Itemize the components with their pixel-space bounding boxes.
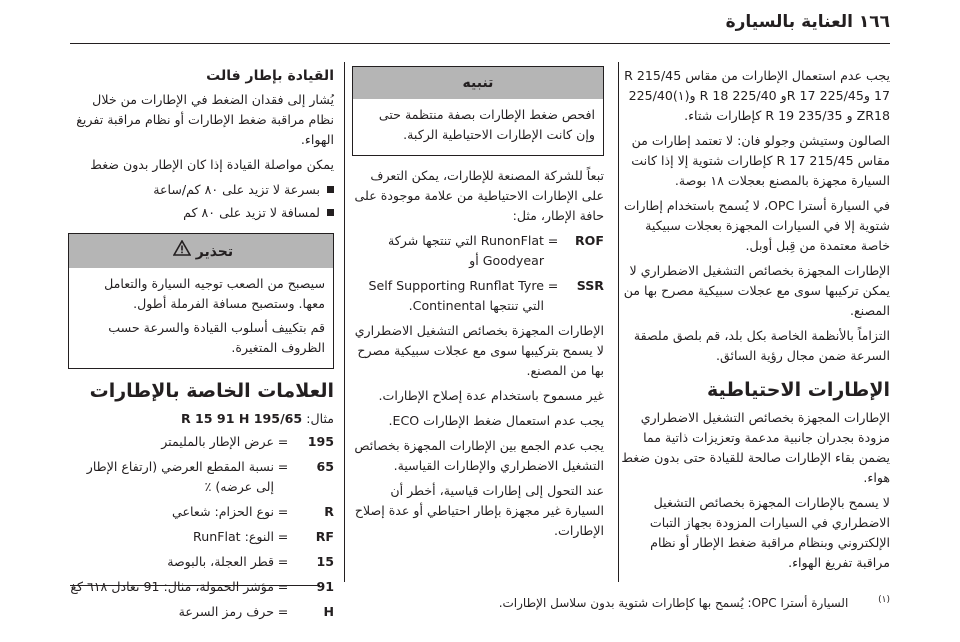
para-no-repair-kit: غير مسموح باستخدام عدة إصلاح الإطارات.: [378, 388, 604, 403]
page-header: [0, 10, 960, 38]
def-code: ROF: [574, 233, 604, 248]
notice-body: افحص ضغط الإطارات بصفة منتظمة حتى وإن كانت الإطارات الاحتياطية الركبة.: [378, 107, 595, 142]
warning-triangle-icon: [173, 240, 191, 256]
para-no-eco: يجب عدم استعمال ضغط الإطارات ECO.: [388, 413, 604, 428]
def-h: H = حرف رمز السرعة: [178, 604, 334, 619]
section-title-markings: العلامات الخاصة بالإطارات: [89, 380, 334, 402]
list-item: لمسافة لا تزيد على ٨٠ كم: [68, 203, 334, 223]
column-right: [620, 66, 890, 578]
def-rf: RF = النوع: RunFlat: [193, 529, 334, 544]
para-runflat-restrict: لا يسمح بالإطارات المجهزة بخصائص التشغيل الاضطراري في السيارات المزودة بجهاز التبات الإلكتروني وبنظام مراقبة ضغط الإطار أو نظام مراقبة تفريغ الهواء.: [649, 495, 890, 570]
column-divider-right: [618, 62, 619, 582]
footnote-text: السيارة أسترا OPC: يُسمح بها كإطارات شتوية بدون سلاسل الإطارات.: [498, 596, 849, 610]
notice-title: تنبيه: [353, 67, 603, 99]
column-middle: [352, 66, 604, 546]
warning-box: [68, 233, 334, 369]
def-code: SSR: [576, 278, 604, 293]
warning-para-2: قم بتكييف أسلوب القيادة والسرعة حسب الظروف المتغيرة.: [108, 320, 325, 355]
para-runflat-alloy: الإطارات المجهزة بخصائص التشغيل الاضطراري لا يسمح بتركيبها سوى مع عجلات سبيكية مصرح بها من المصنع.: [354, 323, 604, 378]
flat-para-1: يُشار إلى فقدان الضغط في الإطارات من خلال نظام مراقبة ضغط الإطارات أو نظام مراقبة تفريغ الهواء.: [76, 92, 334, 147]
column-divider-left: [344, 62, 345, 582]
warning-para-1: سيصبح من الصعب توجيه السيارة والتعامل معها. وستصبح مسافة الفرملة أطول.: [104, 276, 325, 311]
para-runflat-desc: الإطارات المجهزة بخصائص التشغيل الاضطراري مزودة بجدران جانبية مدعمة وتعزيزات ذاتية مما يضمن بقاء الإطارات صالحة للقيادة حتى بدون ضغط هواء.: [621, 410, 890, 485]
def-195: 195 = عرض الإطار بالمليمتر: [161, 434, 334, 449]
example-line: مثال: 195/65 R 15 91 H: [180, 411, 334, 426]
flat-list: [68, 180, 334, 223]
def-eq: =: [547, 278, 559, 293]
def-15: 15 = قطر العجلة، بالبوصة: [167, 554, 334, 569]
section-title-spare: الإطارات الاحتياطية: [706, 379, 890, 401]
notice-box: [352, 66, 604, 156]
footnote-rule: [70, 585, 320, 586]
para-saloon: الصالون وستيشن وجولو فان: لا تعتمد إطارات من مقاس 215/45 R 17 كإطارات شتوية إلا إذا كانت السيارة مجهزة بالمصنع بعجلات ١٨ بوصة.: [631, 133, 890, 188]
column-left: [68, 66, 334, 627]
def-ssr: [352, 276, 604, 316]
footnote-mark: (١): [878, 595, 890, 605]
bullet-square-icon: [327, 209, 334, 216]
para-runflat-wheels: الإطارات المجهزة بخصائص التشغيل الاضطراري لا يمكن تركيبها سوى مع عجلات سبيكية مصرح بها من المصنع.: [623, 263, 890, 318]
def-eq: =: [547, 233, 559, 248]
def-text: Self Supporting Runflat Tyre التي تنتجها Continental.: [368, 278, 544, 313]
warning-title: تحذير: [195, 244, 234, 260]
def-text: RunonFlat التي تنتجها شركة Goodyear أو: [387, 233, 544, 268]
bullet-square-icon: [327, 186, 334, 193]
list-item: بسرعة لا تزيد على ٨٠ كم/ساعة: [68, 180, 334, 200]
def-65: 65 = نسبة المقطع العرضي (ارتفاع الإطار إلى عرضه) ٪: [86, 459, 334, 494]
page-title: ١٦٦ العناية بالسيارة: [725, 12, 890, 32]
footnote: [499, 595, 890, 610]
para-opc: في السيارة أسترا OPC، لا يُسمح باستخدام إطارات شتوية إلا في السيارات المجهزة بعجلات سبيكية خاصة معتمدة من قِبل أوبل.: [624, 198, 890, 253]
para-speed-label: التزاماً بالأنظمة الخاصة بكل بلد، قم بلصق ملصقة السرعة ضمن مجال رؤية السائق.: [633, 328, 890, 363]
para-winter-tyres: يجب عدم استعمال الإطارات من مقاس 215/45 R 17 و225/45 R 17و 225/40 R 18 و(١)225/40 ZR18 و 235/35 R 19 كإطارات شتاء.: [624, 68, 890, 123]
flat-para-2: يمكن مواصلة القيادة إذا كان الإطار بدون ضغط: [90, 157, 334, 172]
def-r: R = نوع الحزام: شعاعي: [172, 504, 334, 519]
warning-title-bar: [69, 234, 333, 268]
header-rule: [70, 43, 890, 44]
def-91: 91 = مؤشر الحمولة، مثال: 91 تعادل ٦١٨ كغ: [70, 579, 334, 594]
para-switch-standard: عند التحول إلى إطارات قياسية، أخطر أن السيارة غير مجهزة بإطار احتياطي أو عدة إصلاح الإطارات.: [354, 483, 604, 538]
flat-title: القيادة بإطار فالت: [206, 68, 334, 84]
def-rof: [352, 231, 604, 271]
para-no-mix: يجب عدم الجمع بين الإطارات المجهزة بخصائص التشغيل الاضطراري والإطارات القياسية.: [354, 438, 604, 473]
para-identify: تبعاً للشركة المصنعة للإطارات، يمكن التعرف على الإطارات الاحتياطية من علامة موجودة على حافة الإطار، مثل:: [354, 168, 604, 223]
